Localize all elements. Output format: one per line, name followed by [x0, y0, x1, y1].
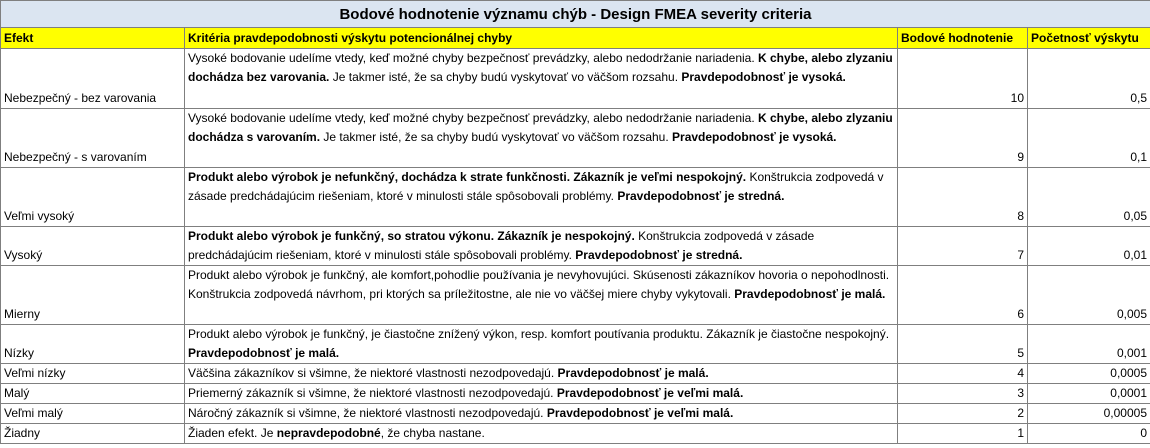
table-row: [1, 168, 1150, 227]
header-criteria: Kritéria pravdepodobnosti výskytu potencionálnej chyby: [185, 28, 898, 49]
frequency-cell: 0,00005: [1028, 404, 1150, 424]
frequency-cell: 0,01: [1028, 227, 1150, 266]
effect-cell: Veľmi malý: [1, 404, 185, 424]
score-cell: 9: [898, 109, 1028, 168]
effect-cell: Veľmi nízky: [1, 364, 185, 384]
score-cell: 8: [898, 168, 1028, 227]
score-cell: 7: [898, 227, 1028, 266]
frequency-cell: 0,0001: [1028, 384, 1150, 404]
criteria-text: Vysoké bodovanie udelíme vtedy, keď možné chyby bezpečnosť prevádzky, alebo nedodržanie nariadenia.: [188, 51, 758, 65]
criteria-cell: [185, 109, 898, 168]
header-score: Bodové hodnotenie: [898, 28, 1028, 49]
effect-cell: Vysoký: [1, 227, 185, 266]
table-row: [1, 325, 1150, 364]
criteria-text: Je takmer isté, že sa chyby budú vyskytovať vo väčšom rozsahu.: [329, 70, 682, 84]
header-row: [1, 28, 1150, 49]
criteria-bold-text: Pravdepodobnosť je veľmi malá.: [556, 386, 744, 400]
criteria-bold-text: nepravdepodobné: [276, 426, 381, 440]
header-effect: Efekt: [1, 28, 185, 49]
effect-cell: Nebezpečný - s varovaním: [1, 109, 185, 168]
criteria-cell: [185, 227, 898, 266]
criteria-bold-text: Pravdepodobnosť je veľmi malá.: [546, 406, 734, 420]
header-frequency: Početnosť výskytu: [1028, 28, 1150, 49]
criteria-cell: [185, 404, 898, 424]
frequency-cell: 0,001: [1028, 325, 1150, 364]
criteria-text: Žiaden efekt. Je: [188, 426, 277, 440]
criteria-cell: [185, 424, 898, 444]
criteria-bold-text: K chybe, alebo zlyzaniu dochádza bez varovania.: [188, 51, 893, 84]
frequency-cell: 0,05: [1028, 168, 1150, 227]
effect-cell: Malý: [1, 384, 185, 404]
criteria-cell: [185, 325, 898, 364]
criteria-text: Konštrukcia zodpovedá v zásade predchádajúcim riešeniam, ktoré v minulosti stále spôsobovali problémy.: [188, 170, 884, 203]
score-cell: 1: [898, 424, 1028, 444]
score-cell: 4: [898, 364, 1028, 384]
table-title: Bodové hodnotenie významu chýb - Design FMEA severity criteria: [1, 1, 1150, 28]
criteria-text: Produkt alebo výrobok je funkčný, ale komfort,pohodlie používania je nevyhovujúci. Skúsenosti zákazníkov hovoria o nepohodlnosti. Konštrukcia zodpovedá návrhom, pri ktorých sa príležitostne, ale nie vo väčšej miere chyby vykytovali.: [188, 268, 890, 301]
criteria-bold-text: Pravdepodobnosť je stredná.: [617, 189, 785, 203]
table-row: [1, 384, 1150, 404]
frequency-cell: 0,5: [1028, 49, 1150, 109]
criteria-text: Je takmer isté, že sa chyby budú vyskytovať vo väčšom rozsahu.: [320, 130, 673, 144]
frequency-cell: 0,005: [1028, 266, 1150, 325]
title-row: [1, 1, 1150, 28]
table-row: [1, 49, 1150, 109]
table-row: [1, 404, 1150, 424]
criteria-bold-text: Produkt alebo výrobok je nefunkčný, dochádza k strate funkčnosti. Zákazník je veľmi nespokojný.: [188, 170, 747, 184]
effect-cell: Veľmi vysoký: [1, 168, 185, 227]
score-cell: 2: [898, 404, 1028, 424]
criteria-cell: [185, 364, 898, 384]
criteria-text: Náročný zákazník si všimne, že niektoré vlastnosti nezodpovedajú.: [188, 406, 547, 420]
criteria-bold-text: Pravdepodobnosť je malá.: [557, 366, 709, 380]
score-cell: 5: [898, 325, 1028, 364]
effect-cell: Žiadny: [1, 424, 185, 444]
criteria-bold-text: Pravdepodobnosť je vysoká.: [681, 70, 846, 84]
criteria-bold-text: Produkt alebo výrobok je funkčný, so stratou výkonu. Zákazník je nespokojný.: [188, 229, 635, 243]
frequency-cell: 0,0005: [1028, 364, 1150, 384]
effect-cell: Mierny: [1, 266, 185, 325]
score-cell: 10: [898, 49, 1028, 109]
table-row: [1, 266, 1150, 325]
table-row: [1, 109, 1150, 168]
criteria-text: Priemerný zákazník si všimne, že niektoré vlastnosti nezodpovedajú.: [188, 386, 557, 400]
table-row: [1, 364, 1150, 384]
criteria-cell: [185, 168, 898, 227]
criteria-text: Vysoké bodovanie udelíme vtedy, keď možné chyby bezpečnosť prevádzky, alebo nedodržanie nariadenia.: [188, 111, 758, 125]
criteria-bold-text: Pravdepodobnosť je stredná.: [575, 248, 743, 262]
table-row: [1, 424, 1150, 444]
frequency-cell: 0,1: [1028, 109, 1150, 168]
criteria-cell: [185, 49, 898, 109]
criteria-text: Produkt alebo výrobok je funkčný, je čiastočne znížený výkon, resp. komfort poutívania produktu. Zákazník je čiastočne nespokojný.: [188, 327, 890, 341]
score-cell: 3: [898, 384, 1028, 404]
criteria-bold-text: K chybe, alebo zlyzaniu dochádza s varovaním.: [188, 111, 893, 144]
criteria-bold-text: Pravdepodobnosť je vysoká.: [672, 130, 837, 144]
criteria-bold-text: Pravdepodobnosť je malá.: [734, 287, 886, 301]
frequency-cell: 0: [1028, 424, 1150, 444]
criteria-cell: [185, 266, 898, 325]
score-cell: 6: [898, 266, 1028, 325]
criteria-text: , že chyba nastane.: [380, 426, 485, 440]
effect-cell: Nebezpečný - bez varovania: [1, 49, 185, 109]
criteria-text: Konštrukcia zodpovedá v zásade predchádajúcim riešeniam, ktoré v minulosti stále spôsobovali problémy.: [188, 229, 815, 262]
criteria-bold-text: Pravdepodobnosť je malá.: [188, 346, 340, 360]
criteria-cell: [185, 384, 898, 404]
criteria-text: Väčšina zákazníkov si všimne, že niektoré vlastnosti nezodpovedajú.: [188, 366, 558, 380]
table-row: [1, 227, 1150, 266]
effect-cell: Nízky: [1, 325, 185, 364]
